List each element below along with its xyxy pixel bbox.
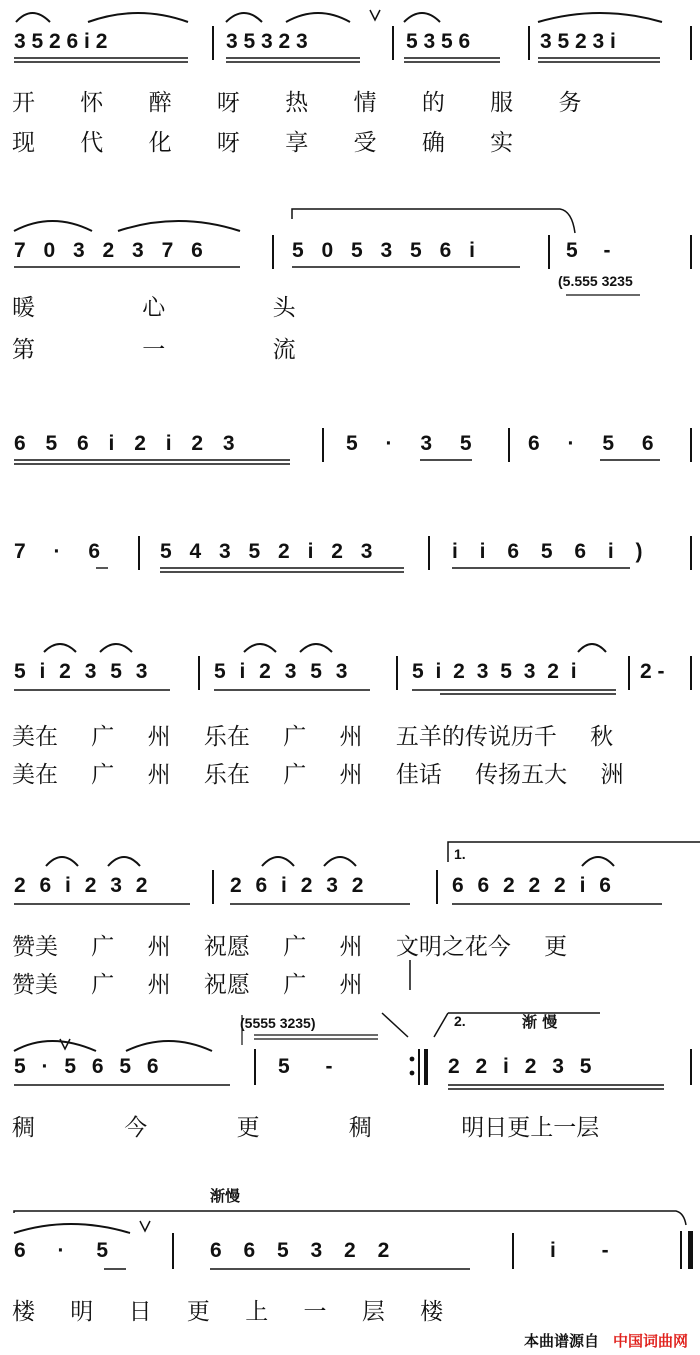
measure-6-3: 6 6 2 2 2 i 6 — [452, 874, 611, 897]
lyric-line-2: 美在 广 州 乐在 广 州 佳话 传扬五大 洲 — [12, 762, 624, 788]
measure-8-2: 6 6 5 3 2 2 — [210, 1239, 390, 1262]
measure-7-3: 2 2 i 2 3 5 — [448, 1055, 592, 1078]
measure-3-2: 5 · 3 5 — [346, 432, 472, 455]
prelude-bracket: (5.555 3235 — [558, 273, 633, 289]
measure-5-4: 2 - — [640, 660, 665, 683]
measure-2-3: 5 - — [566, 239, 611, 262]
measure-5-2: 5 i 2 3 5 3 — [214, 660, 348, 683]
lyric-line-1: 暖 心 头 — [12, 295, 296, 321]
slurs-7 — [0, 1005, 700, 1115]
measure-8-1: 6 · 5 — [14, 1239, 109, 1262]
slurs-8 — [0, 1185, 700, 1295]
measure-7-2: 5 - — [278, 1055, 333, 1078]
site-logo-text[interactable]: 中国词曲网 — [612, 1332, 688, 1350]
lyric-line-1: 赞美 广 州 祝愿 广 州 文明之花今 更 — [12, 934, 568, 960]
measure-4-1: 7 · 6 — [14, 540, 101, 563]
tempo-marking: 渐 慢 — [522, 1013, 558, 1031]
measure-4-2: 5 4 3 5 2 i 2 3 — [160, 540, 373, 563]
beams-4 — [0, 520, 700, 590]
volta-2: 2. — [454, 1013, 466, 1029]
lyric-line-2: 第 一 流 — [12, 337, 296, 363]
measure-3-1: 6 5 6 i 2 i 2 3 — [14, 432, 235, 455]
source-label: 本曲谱源自 — [523, 1332, 599, 1350]
source-footer — [524, 1330, 688, 1351]
measure-2-1: 7 0 3 2 3 7 6 — [14, 239, 203, 262]
measure-4-3: i i 6 5 6 i ) — [452, 540, 643, 563]
measure-6-1: 2 6 i 2 3 2 — [14, 874, 148, 897]
slurs-2 — [0, 205, 700, 285]
lyric-line-1: 开 怀 醉 呀 热 情 的 服 务 — [12, 90, 582, 116]
volta-1: 1. — [454, 846, 466, 862]
lyric-line-1: 楼 明 日 更 上 一 层 楼 — [12, 1299, 444, 1325]
measure-8-3: i - — [550, 1239, 609, 1262]
lyric-line-2: 赞美 广 州 祝愿 广 州 — [12, 972, 363, 998]
lyric-line-1: 美在 广 州 乐在 广 州 五羊的传说历千 秋 — [12, 724, 614, 750]
slurs-6 — [0, 840, 700, 990]
lyric-line-1: 稠 今 更 稠 明日更上一层 — [12, 1115, 600, 1141]
measure-2-2: 5 0 5 3 5 6 i — [292, 239, 475, 262]
prelude-bracket: (5555 3235) — [240, 1015, 316, 1031]
slurs-5 — [0, 630, 700, 700]
measure-5-1: 5 i 2 3 5 3 — [14, 660, 148, 683]
measure-1-1: 3 5 2 6 i 2 — [14, 30, 108, 53]
measure-7-1: 5 · 5 6 5 6 — [14, 1055, 159, 1078]
tempo-marking: 渐慢 — [210, 1187, 241, 1205]
measure-3-3: 6 · 5 6 — [528, 432, 654, 455]
measure-1-3: 5 3 5 6 — [406, 30, 471, 53]
measure-1-2: 3 5 3 2 3 — [226, 30, 308, 53]
beams-3 — [0, 410, 700, 480]
lyric-line-2: 现 代 化 呀 享 受 确 实 — [12, 130, 514, 156]
measure-6-2: 2 6 i 2 3 2 — [230, 874, 364, 897]
measure-5-3: 5 i 2 3 5 3 2 i — [412, 660, 577, 683]
slurs-1 — [0, 0, 700, 70]
measure-1-4: 3 5 2 3 i — [540, 30, 616, 53]
